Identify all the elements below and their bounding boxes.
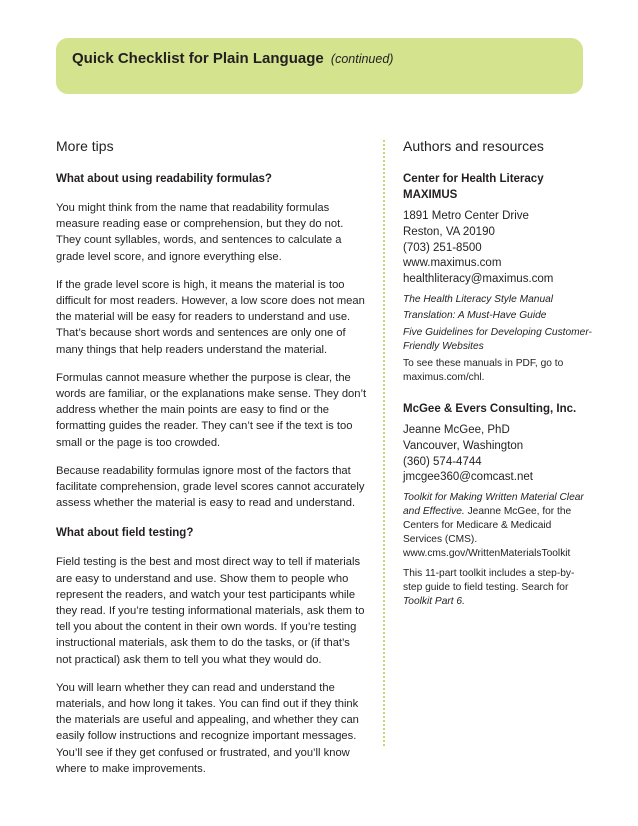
readability-paragraph: You might think from the name that readability formulas measure reading ease or comprehension, but they do not. They count syllables, words, and sentences to calculate a grade level score, and ignore everything else. [56, 202, 344, 263]
email-link: healthliteracy@maximus.com [403, 273, 554, 286]
more-tips-column [56, 137, 368, 789]
toolkit-note-text: This 11-part toolkit includes a step-by-step guide to field testing. Search for [403, 568, 575, 594]
toolkit-citation [403, 491, 593, 561]
manuals-note: To see these manuals in PDF, go to maximus.com/chl. [403, 357, 564, 383]
toolkit-title: Toolkit for Making Written Material Clear and Effective. [403, 492, 584, 518]
field-testing-paragraph: Field testing is the best and most direct way to tell if materials are easy to understand and use. Show them to people who represent the readers, and watch your test participants while they read. If you’re testing informational materials, ask them to tell you about the content in their own words. If you’re testing instructional materials, ask them to do the tasks, or (if that’s not practical) ask them to tell you what they would do. [56, 556, 365, 666]
more-tips-heading: More tips [56, 138, 114, 154]
email-link: jmcgee360@comcast.net [403, 471, 533, 484]
banner-continued: (continued) [330, 52, 394, 66]
page-banner [56, 38, 583, 94]
address-line: 1891 Metro Center Drive [403, 210, 529, 222]
publication-title: The Health Literacy Style Manual [403, 293, 554, 305]
banner-title: Quick Checklist for Plain Language [72, 50, 324, 67]
toolkit-note [403, 567, 593, 609]
phone-number: (703) 251-8500 [403, 241, 482, 254]
field-testing-subheading: What about field testing? [56, 527, 194, 540]
org-name-line1: Center for Health Literacy [403, 173, 544, 185]
org-name-line2: MAXIMUS [403, 189, 458, 201]
website-link: www.maximus.com [403, 257, 502, 270]
address-line: Reston, VA 20190 [403, 225, 495, 238]
authors-column [403, 137, 593, 609]
phone-number: (360) 574-4744 [403, 455, 482, 468]
readability-paragraph: Because readability formulas ignore most of the factors that facilitate comprehension, grade level scores cannot accurately assess whether the material is easy to read and understand. [56, 464, 365, 510]
address-line: Vancouver, Washington [403, 439, 524, 452]
contact-name: Jeanne McGee, PhD [403, 423, 510, 436]
publication-title: Translation: A Must-Have Guide [403, 310, 547, 322]
org-address [403, 423, 593, 486]
publication-title: Five Guidelines for Developing Customer-Friendly Websites [403, 326, 592, 353]
column-divider [383, 140, 385, 746]
authors-heading: Authors and resources [403, 138, 544, 154]
toolkit-part-reference: Toolkit Part 6. [403, 596, 465, 608]
org-name: McGee & Evers Consulting, Inc. [403, 402, 577, 415]
readability-paragraph: If the grade level score is high, it means the material is too difficult for most readers. However, a low score does not mean the material will be easy for readers to understand and use. That’s because short words and sentences are only one of many things that help readers understand the material. [56, 278, 365, 356]
readability-paragraph: Formulas cannot measure whether the purpose is clear, the words are familiar, or the explanations make sense. They don’t address whether the main points are easy to find or the formatting guides the reader. They can’t see if the text is too small or the page is too crowded. [56, 371, 367, 449]
readability-subheading: What about using readability formulas? [56, 173, 272, 185]
field-testing-paragraph: You will learn whether they can read and understand the materials, and how long it takes. You can find out if they think the materials are useful and appealing, and whether they can easily follow instructions and recognize important messages. You’ll see if they get confused or frustrated, and you’ll know where to make improvements. [56, 681, 359, 775]
org-name [403, 171, 593, 203]
org-address [403, 209, 593, 288]
toolkit-citation-rest: Jeanne McGee, for the Centers for Medicare & Medicaid Services (CMS). www.cms.gov/WrittenMaterialsToolkit [403, 506, 572, 560]
